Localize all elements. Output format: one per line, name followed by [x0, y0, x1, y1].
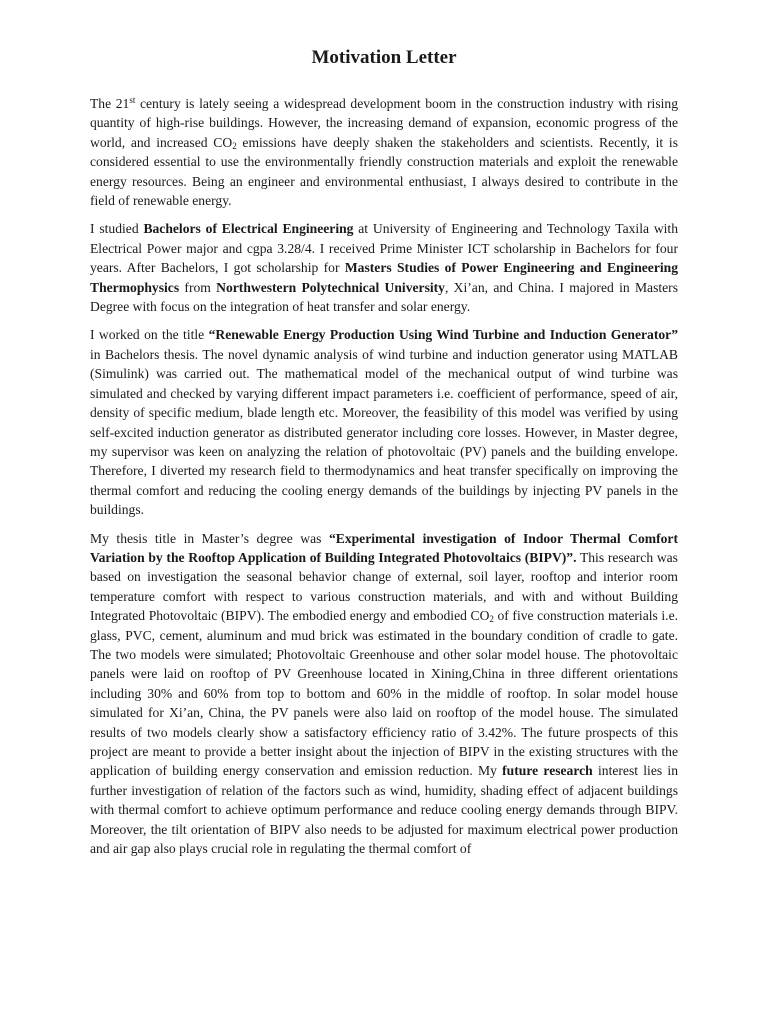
bold-text: future research	[502, 763, 593, 779]
page-title: Motivation Letter	[311, 47, 457, 68]
bold-text: “Experimental investigation of Indoor Thermal Comfort Variation by the Rooftop Application of Building Integrated Photovoltaics (BIPV)”.	[90, 530, 678, 565]
bold-text: Bachelors of Electrical Engineering	[143, 221, 354, 237]
text: , Xi’an, and China. I majored in Masters Degree with focus on the integration of heat transfer and solar energy.	[90, 279, 678, 315]
document-page	[90, 44, 678, 867]
paragraph-education	[90, 219, 678, 316]
text: I worked on the title	[90, 327, 209, 343]
text: century is lately seeing a widespread development boom in the construction industry with rising quantity of high-rise buildings. However, the increasing demand of expansion, economic progress of the world, and increased CO	[90, 96, 678, 150]
text: from	[179, 279, 217, 295]
paragraph-masters-thesis	[90, 529, 678, 859]
paragraph-intro	[90, 94, 678, 210]
paragraph-bachelors-thesis	[90, 325, 678, 519]
text: interest lies in further investigation of relation of the factors such as wind, humidity, shading effect of adjacent buildings with thermal comfort to achieve optimum performance and reduce cooling energy demands through BIPV. Moreover, the tilt orientation of BIPV also needs to be adjusted for maximum electrical power production and air gap also plays crucial role in regulating the thermal comfort of	[90, 763, 678, 857]
text: The 21	[90, 96, 130, 111]
subscript: 2	[232, 140, 237, 151]
subscript: 2	[489, 614, 494, 625]
text: at University of Engineering and Technology Taxila with Electrical Power major and cgpa 3.28/4. I received Prime Minister ICT scholarship in Bachelors for four years. After Bachelors, I got scholarship for	[90, 221, 678, 276]
bold-text: Masters Studies of Power Engineering and Engineering Thermophysics	[90, 260, 678, 295]
text: This research was based on investigation the seasonal behavior change of external, soil layer, rooftop and interior room temperature comfort with respect to various construction materials, and with and without Building Integrated Photovoltaic (BIPV). The embodied energy and embodied CO	[90, 549, 678, 624]
text: I studied	[90, 221, 144, 237]
text: My thesis title in Master’s degree was	[90, 530, 329, 546]
superscript: st	[129, 95, 136, 105]
text: in Bachelors thesis. The novel dynamic analysis of wind turbine and induction generator using MATLAB (Simulink) was carried out. The mathematical model of the mechanical output of wind turbine was simulated and checked by varying different impact parameters i.e. coefficient of performance, speed of air, density of specific medium, blade length etc. Moreover, the feasibility of this model was verified by using self-excited induction generator as distributed generator including core losses. However, in Master degree, my supervisor was keen on analyzing the relation of photovoltaic (PV) panels and the building envelope. Therefore, I diverted my research field to thermodynamics and heat transfer specifically on improving the thermal comfort and reducing the cooling energy demands of the buildings by injecting PV panels in the buildings.	[90, 346, 678, 518]
bold-text: “Renewable Energy Production Using Wind Turbine and Induction Generator”	[208, 327, 678, 343]
text: emissions have deeply shaken the stakeholders and scientists. Recently, it is considered essential to use the environmentally friendly construction materials and exploit the renewable energy resources. Being an engineer and environmental enthusiast, I always desired to contribute in the field of renewable energy.	[90, 134, 678, 209]
text: of five construction materials i.e. glass, PVC, cement, aluminum and mud brick was estimated in the boundary condition of cradle to gate. The two models were simulated; Photovoltaic Greenhouse and other solar model house. The photovoltaic panels were laid on rooftop of PV Greenhouse located in Xining,China in three different orientations including 30% and 60% from top to bottom and 60% in the middle of rooftop. In solar model house simulated for Xi’an, China, the PV panels were also laid on rooftop of the model house. The simulated results of two models clearly show a satisfactory efficiency ratio of 3.42%. The future prospects of this project are meant to provide a better insight about the injection of BIPV in the existing structures with the application of building energy conservation and emission reduction. My	[90, 608, 678, 779]
bold-text: Northwestern Polytechnical University	[216, 279, 445, 295]
